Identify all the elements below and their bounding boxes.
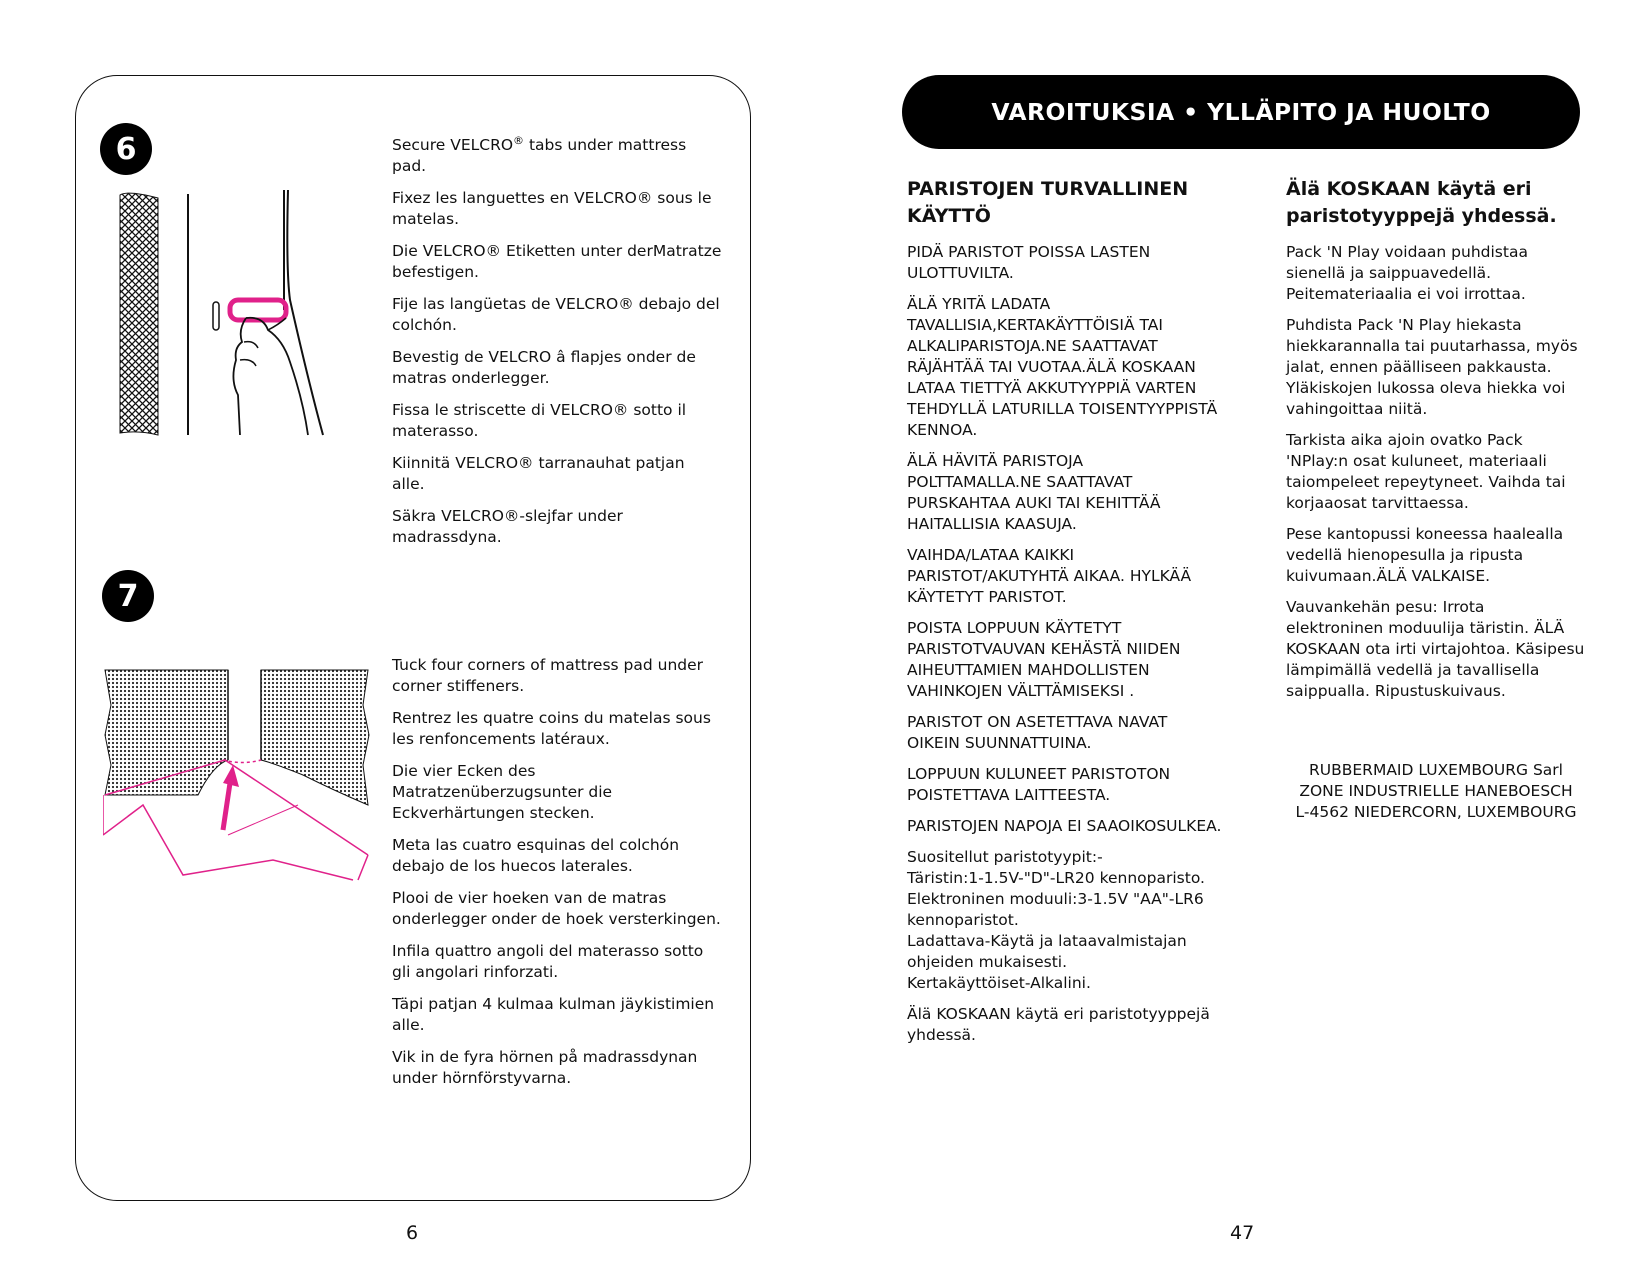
recommended-batteries: Suositellut paristotyypit:- Täristin:1-1.5V-"D"-LR20 kennoparisto. Elektroninen moduuli:3-1.5V "AA"-LR6 kennoparistot. Ladattava-Käytä ja lataavalmistajan ohjeiden mukaisesti. Kertakäyttöiset-Alkalini. xyxy=(907,848,1205,992)
care-paragraph: Pack 'N Play voidaan puhdistaa sienellä ja saippuavedellä. Peitemateriaalia ei voi irrottaa. xyxy=(1286,243,1528,303)
manufacturer-address xyxy=(1286,760,1586,823)
step-6-line-fr: Fixez les languettes en VELCRO® sous le matelas. xyxy=(392,189,712,229)
battery-warning: PARISTOT ON ASETETTAVA NAVAT OIKEIN SUUNNATTUINA. xyxy=(907,713,1168,752)
battery-safety-heading: PARISTOJEN TURVALLINEN KÄYTTÖ xyxy=(907,178,1189,227)
step-7-line-sv: Vik in de fyra hörnen på madrassdynan under hörnförstyvarna. xyxy=(392,1048,698,1087)
care-paragraph: Vauvankehän pesu: Irrota elektroninen moduulija täristin. ÄLÄ KOSKAAN ota irti virtajohtoa. Käsipesu lämpimällä vedellä ja tavallisella saippualla. Ripustuskuivaus. xyxy=(1286,598,1585,700)
step-7-line-nl: Plooi de vier hoeken van de matras onderlegger onder de hoek versterkingen. xyxy=(392,889,721,928)
address-line: L-4562 NIEDERCORN, LUXEMBOURG xyxy=(1295,803,1577,821)
battery-warning: LOPPUUN KULUNEET PARISTOTON POISTETTAVA LAITTEESTA. xyxy=(907,765,1171,804)
care-paragraph: Puhdista Pack 'N Play hiekasta hiekkarannalla tai puutarhassa, myös jalat, ennen päälliseen pakkausta. Yläkiskojen lukossa oleva hiekka voi vahingoittaa niitä. xyxy=(1286,316,1578,418)
corner-tuck-illustration xyxy=(103,665,373,885)
step-6-line-nl: Bevestig de VELCRO â flapjes onder de matras onderlegger. xyxy=(392,348,696,388)
arrow-up-icon xyxy=(223,765,239,830)
care-paragraph: Tarkista aika ajoin ovatko Pack 'NPlay:n osat kuluneet, materiaali taiompeleet repeytyneet. Vaihda tai korjaaosat tarvittaessa. xyxy=(1286,431,1566,512)
step-6-line-es: Fije las langüetas de VELCRO® debajo del colchón. xyxy=(392,295,720,335)
step-7-line-en: Tuck four corners of mattress pad under corner stiffeners. xyxy=(392,656,704,695)
section-banner: VAROITUKSIA • YLLÄPITO JA HUOLTO xyxy=(902,75,1580,149)
step-6-line-en: Secure VELCRO® tabs under mattress pad. xyxy=(392,134,687,176)
step-6-line-fi: Kiinnitä VELCRO® tarranauhat patjan alle. xyxy=(392,454,685,494)
battery-safety-column xyxy=(907,176,1222,1056)
step-6-line-sv: Säkra VELCRO®-slejfar under madrassdyna. xyxy=(392,507,623,547)
battery-warning: ÄLÄ YRITÄ LADATA TAVALLISIA,KERTAKÄYTTÖISIÄ TAI ALKALIPARISTOJA.NE SAATTAVAT RÄJÄHTÄÄ TAI VUOTAA.ÄLÄ KOSKAAN LATAA TIETTYÄ AKKUTYYPPIÄ VARTEN TEHDYLLÄ LATURILLA TOISENTYYPPISTÄ KENNOA. xyxy=(907,295,1218,439)
step-7-badge: 7 xyxy=(102,570,154,622)
battery-warning: PIDÄ PARISTOT POISSA LASTEN ULOTTUVILTA. xyxy=(907,243,1151,282)
step-6-line-it: Fissa le striscette di VELCRO® sotto il materasso. xyxy=(392,401,687,441)
step-7-line-de: Die vier Ecken des Matratzenüberzugsunter die Eckverhärtungen stecken. xyxy=(392,762,613,822)
step-7-line-es: Meta las cuatro esquinas del colchón debajo de los huecos laterales. xyxy=(392,836,680,875)
battery-warning: POISTA LOPPUUN KÄYTETYT PARISTOTVAUVAN KEHÄSTÄ NIIDEN AIHEUTTAMIEN MAHDOLLISTEN VAHINKOJEN VÄLTTÄMISEKSI . xyxy=(907,619,1181,700)
battery-closing-note: Älä KOSKAAN käytä eri paristotyyppejä yhdessä. xyxy=(907,1005,1210,1044)
hand-velcro-illustration xyxy=(118,190,328,440)
right-page-number: 47 xyxy=(1230,1222,1255,1244)
address-line: RUBBERMAID LUXEMBOURG Sarl xyxy=(1309,761,1563,779)
care-maintenance-column xyxy=(1286,176,1586,712)
battery-warning: VAIHDA/LATAA KAIKKI PARISTOT/AKUTYHTÄ AIKAA. HYLKÄÄ KÄYTETYT PARISTOT. xyxy=(907,546,1192,606)
care-paragraph: Pese kantopussi koneessa haalealla vedellä hienopesulla ja ripusta kuivumaan.ÄLÄ VALKAISE. xyxy=(1286,525,1564,585)
step-6-line-de: Die VELCRO® Etiketten unter derMatratze befestigen. xyxy=(392,242,722,282)
care-heading: Älä KOSKAAN käytä eri paristotyyppejä yhdessä. xyxy=(1286,178,1557,227)
step-7-line-fr: Rentrez les quatre coins du matelas sous les renfoncements latéraux. xyxy=(392,709,711,748)
step-6-instructions xyxy=(392,130,722,559)
left-page-number: 6 xyxy=(406,1222,419,1244)
step-7-line-it: Infila quattro angoli del materasso sotto gli angolari rinforzati. xyxy=(392,942,704,981)
battery-warning: ÄLÄ HÄVITÄ PARISTOJA POLTTAMALLA.NE SAATTAVAT PURSKAHTAA AUKI TAI KEHITTÄÄ HAITALLISIA KAASUJA. xyxy=(907,452,1161,533)
step-6-badge: 6 xyxy=(100,123,152,175)
step-7-instructions xyxy=(392,655,722,1100)
velcro-tab xyxy=(230,300,286,320)
step-7-line-fi: Täpi patjan 4 kulmaa kulman jäykistimien alle. xyxy=(392,995,715,1034)
address-line: ZONE INDUSTRIELLE HANEBOESCH xyxy=(1299,782,1573,800)
battery-warning: PARISTOJEN NAPOJA EI SAAOIKOSULKEA. xyxy=(907,817,1222,835)
